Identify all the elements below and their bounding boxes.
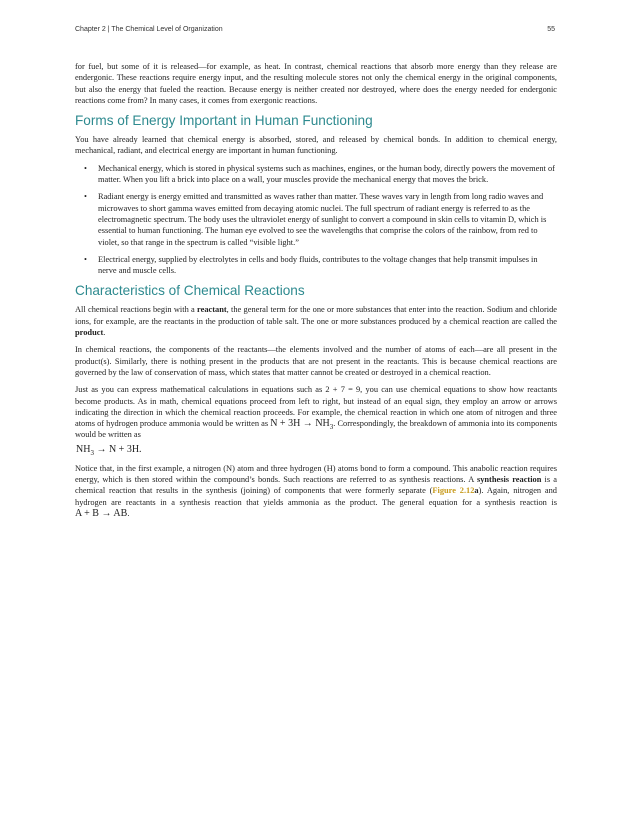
figure-panel-letter: a <box>474 486 479 496</box>
page-number: 55 <box>547 26 555 33</box>
term-reactant: reactant <box>197 305 227 315</box>
equation-ammonia-breakdown: $NH_3 \to N + 3H$. <box>76 443 142 457</box>
term-product: product <box>75 328 104 338</box>
energy-types-list <box>75 163 557 277</box>
synthesis-paragraph: Notice that, in the first example, a nitrogen (N) atom and three hydrogen (H) atoms bond to form a compound. This anabolic reaction requires energy, which is then stored within the compound’s bonds. Such reactions are referred to as synthesis reactions. A synthesis reaction is a chemical reaction that results in the synthesis (joining) of components that were formerly separate (Figure 2.12a). Again, nitrogen and hydrogen are reactants in a synthesis reaction that yields ammonia as the product. The general equation for a synthesis reaction is A + B → AB. <box>75 463 557 519</box>
section-heading-chemical-reactions: Characteristics of Chemical Reactions <box>75 283 305 299</box>
intro-paragraph: for fuel, but some of it is released—for example, as heat. In contrast, chemical reactions that absorb more energy than they release are endergonic. These reactions require energy input, and the resulting molecule stores not only the chemical energy in the original components, but also the energy that fueled the reaction. Because energy is neither created nor destroyed, where does the energy needed for endergonic reactions come from? In many cases, it comes from exergonic reactions. <box>75 62 557 105</box>
list-item-electrical-energy: • Electrical energy, supplied by electrolytes in cells and body fluids, contributes to the voltage changes that help transmit impulses in nerve and muscle cells. <box>98 254 557 277</box>
list-item-radiant-energy: • Radiant energy is energy emitted and transmitted as waves rather than matter. These waves vary in length from long radio waves and microwaves to short gamma waves emitted from decaying atomic nuclei. The full spectrum of radiant energy is referred to as the electromagnetic spectrum. The body uses the ultraviolet energy of sunlight to convert a compound in skin cells to vitamin D, which is essential to human functioning. The human eye evolved to see the wavelengths that comprise the colors of the rainbow, from red to violet, so that range in the spectrum is called “visible light.” <box>98 191 557 247</box>
body-content <box>75 61 557 525</box>
conservation-paragraph: In chemical reactions, the components of the reactants—the elements involved and the number of atoms of each—are all present in the product(s). Similarly, there is nothing present in the products that are not present in the reactants. This is because chemical reactions are governed by the law of conservation of mass, which states that matter cannot be created or destroyed in a chemical reaction. <box>75 345 557 377</box>
section-heading-forms-of-energy: Forms of Energy Important in Human Functioning <box>75 113 373 129</box>
term-synthesis-reaction: synthesis reaction <box>476 475 542 485</box>
equation-general-synthesis: A + B → AB <box>75 507 128 519</box>
chapter-label: Chapter 2 | The Chemical Level of Organization <box>75 26 223 33</box>
list-item-mechanical-energy: • Mechanical energy, which is stored in physical systems such as machines, engines, or the human body, directly powers the movement of matter. When you lift a brick into place on a wall, your muscles provide the mechanical energy that moves the brick. <box>98 163 557 186</box>
figure-link-2-12[interactable]: Figure 2.12 <box>432 486 475 496</box>
equations-paragraph: Just as you can express mathematical calculations in equations such as 2 + 7 = 9, you can use chemical equations to show how reactants become products. As in math, chemical equations proceed from left to right, but instead of an equal sign, they employ an arrow or arrows indicating the direction in which the chemical reaction proceeds. For example, the chemical reaction in which one atom of nitrogen and three atoms of hydrogen produce ammonia would be written as $N + 3H \to NH_3$. Correspondingly, the breakdown of ammonia into its components would be written as $NH_3 \to N + 3H$. <box>75 385 558 457</box>
equation-ammonia-synthesis: $N + 3H \to NH_3$ <box>270 418 334 432</box>
reactant-paragraph: All chemical reactions begin with a reactant, the general term for the one or more substances that enter into the reaction. Sodium and chloride ions, for example, are the reactants in the production of table salt. The one or more substances produced by a chemical reaction are called the product. <box>75 305 557 338</box>
forms-of-energy-paragraph: You have already learned that chemical energy is absorbed, stored, and released by chemical bonds. In addition to chemical energy, mechanical, radiant, and electrical energy are important in human functioning. <box>75 135 557 156</box>
running-header <box>75 26 555 38</box>
